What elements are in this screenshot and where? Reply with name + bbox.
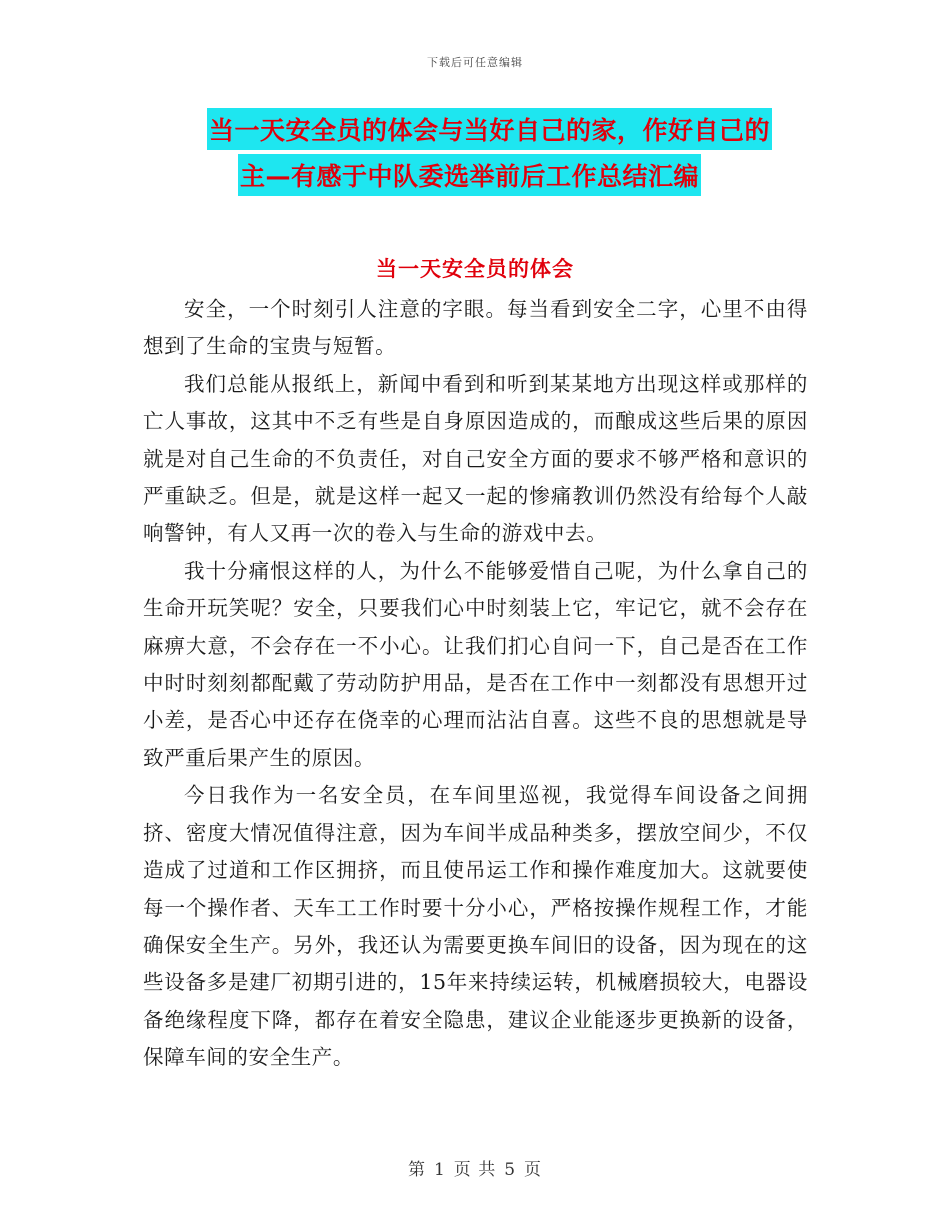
document-title-line-2: 主—有感于中队委选举前后工作总结汇编 <box>238 154 701 196</box>
paragraph: 我十分痛恨这样的人，为什么不能够爱惜自己呢，为什么拿自己的生命开玩笑呢？安全，只要我们心中时刻装上它，牢记它，就不会存在麻痹大意，不会存在一不小心。让我们扪心自问一下，自己是否在工作中时时刻刻都配戴了劳动防护用品，是否在工作中一刻都没有思想开过小差，是否心中还存在侥幸的心理而沾沾自喜。这些不良的思想就是导致严重后果产生的原因。 <box>143 558 808 770</box>
page-total: 5 <box>504 1160 517 1180</box>
paragraph: 安全，一个时刻引人注意的字眼。每当看到安全二字，心里不由得想到了生命的宝贵与短暂。 <box>143 297 808 359</box>
footer-prefix: 第 <box>407 1160 426 1180</box>
page-number: 1 <box>433 1160 446 1180</box>
section-title: 当一天安全员的体会 <box>376 257 574 281</box>
paragraph: 今日我作为一名安全员，在车间里巡视，我觉得车间设备之间拥挤、密度大情况值得注意，因为车间半成品种类多，摆放空间少，不仅造成了过道和工作区拥挤，而且使吊运工作和操作难度加大。这就要使每一个操作者、天车工工作时要十分小心，严格按操作规程工作，才能确保安全生产。另外，我还认为需要更换车间旧的设备，因为现在的这些设备多是建厂初期引进的，15年来持续运转，机械磨损较大，电器设备绝缘程度下降，都存在着安全隐患，建议企业能逐步更换新的设备，保障车间的安全生产。 <box>143 783 808 1070</box>
document-title-line-1: 当一天安全员的体会与当好自己的家，作好自己的 <box>207 108 772 150</box>
paragraph: 我们总能从报纸上，新闻中看到和听到某某地方出现这样或那样的亡人事故，这其中不乏有些是自身原因造成的，而酿成这些后果的原因就是对自己生命的不负责任，对自己安全方面的要求不够严格和意识的严重缺乏。但是，就是这样一起又一起的惨痛教训仍然没有给每个人敲响警钟，有人又再一次的卷入与生命的游戏中去。 <box>143 371 808 546</box>
page-footer <box>0 1155 950 1180</box>
header-note: 下载后可任意编辑 <box>427 56 523 69</box>
footer-middle: 页 共 <box>453 1160 497 1180</box>
footer-suffix: 页 <box>524 1160 543 1180</box>
body-text <box>143 291 808 1077</box>
